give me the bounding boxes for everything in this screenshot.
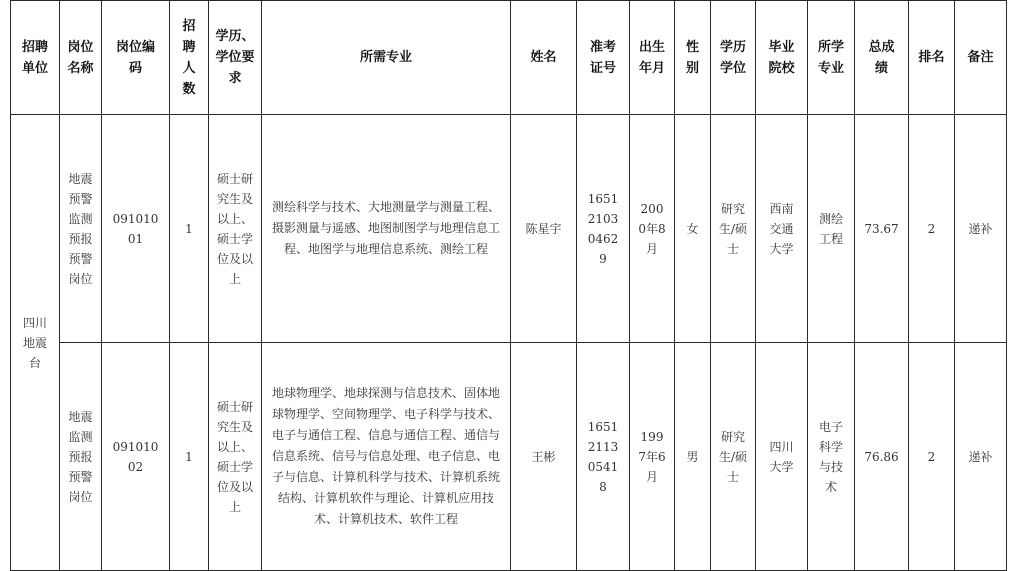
header-rank: 排名: [909, 1, 955, 115]
header-birth: 出生年月: [630, 1, 675, 115]
major-cell: 电子科学与技术: [808, 343, 855, 571]
exam-no-cell: 1651211305418: [577, 343, 630, 571]
name-cell: 陈星宇: [511, 115, 577, 343]
count-cell: 1: [170, 343, 209, 571]
degree-cell: 研究生/硕士: [711, 115, 756, 343]
edu-req-cell: 硕士研究生及以上、硕士学位及以上: [209, 115, 262, 343]
count-cell: 1: [170, 115, 209, 343]
post-code-cell: 09101002: [102, 343, 170, 571]
birth-cell: 1997年6月: [630, 343, 675, 571]
header-major-req: 所需专业: [262, 1, 511, 115]
major-req-cell: 地球物理学、地球探测与信息技术、固体地球物理学、空间物理学、电子科学与技术、电子与通信工程、信息与通信工程、通信与信息系统、信号与信息处理、电子信息、电子与信息、计算机科学与技术、计算机系统结构、计算机软件与理论、计算机应用技术、计算机技术、软件工程: [262, 343, 511, 571]
score-cell: 73.67: [855, 115, 909, 343]
school-cell: 西南交通大学: [756, 115, 808, 343]
header-count: 招聘人数: [170, 1, 209, 115]
header-unit: 招聘单位: [11, 1, 60, 115]
header-school: 毕业院校: [756, 1, 808, 115]
exam-no-cell: 1651210304629: [577, 115, 630, 343]
unit-cell: 四川地震台: [11, 115, 60, 571]
major-cell: 测绘工程: [808, 115, 855, 343]
recruitment-table: [10, 0, 1007, 571]
note-cell: 递补: [955, 115, 1007, 343]
header-name: 姓名: [511, 1, 577, 115]
rank-cell: 2: [909, 343, 955, 571]
header-gender: 性别: [675, 1, 711, 115]
score-cell: 76.86: [855, 343, 909, 571]
post-name-cell: 地震预警监测预报预警岗位: [60, 115, 102, 343]
gender-cell: 男: [675, 343, 711, 571]
school-cell: 四川大学: [756, 343, 808, 571]
header-post-name: 岗位名称: [60, 1, 102, 115]
name-cell: 王彬: [511, 343, 577, 571]
birth-cell: 2000年8月: [630, 115, 675, 343]
header-row: [11, 1, 1007, 115]
table-row: [11, 343, 1007, 571]
table-row: [11, 115, 1007, 343]
header-note: 备注: [955, 1, 1007, 115]
major-req-cell: 测绘科学与技术、大地测量学与测量工程、摄影测量与遥感、地图制图学与地理信息工程、地图学与地理信息系统、测绘工程: [262, 115, 511, 343]
header-post-code: 岗位编码: [102, 1, 170, 115]
post-name-cell: 地震监测预报预警岗位: [60, 343, 102, 571]
header-score: 总成绩: [855, 1, 909, 115]
gender-cell: 女: [675, 115, 711, 343]
post-code-cell: 09101001: [102, 115, 170, 343]
degree-cell: 研究生/硕士: [711, 343, 756, 571]
note-cell: 递补: [955, 343, 1007, 571]
edu-req-cell: 硕士研究生及以上、硕士学位及以上: [209, 343, 262, 571]
header-degree: 学历学位: [711, 1, 756, 115]
rank-cell: 2: [909, 115, 955, 343]
header-edu-req: 学历、学位要求: [209, 1, 262, 115]
header-major: 所学专业: [808, 1, 855, 115]
header-exam-no: 准考证号: [577, 1, 630, 115]
